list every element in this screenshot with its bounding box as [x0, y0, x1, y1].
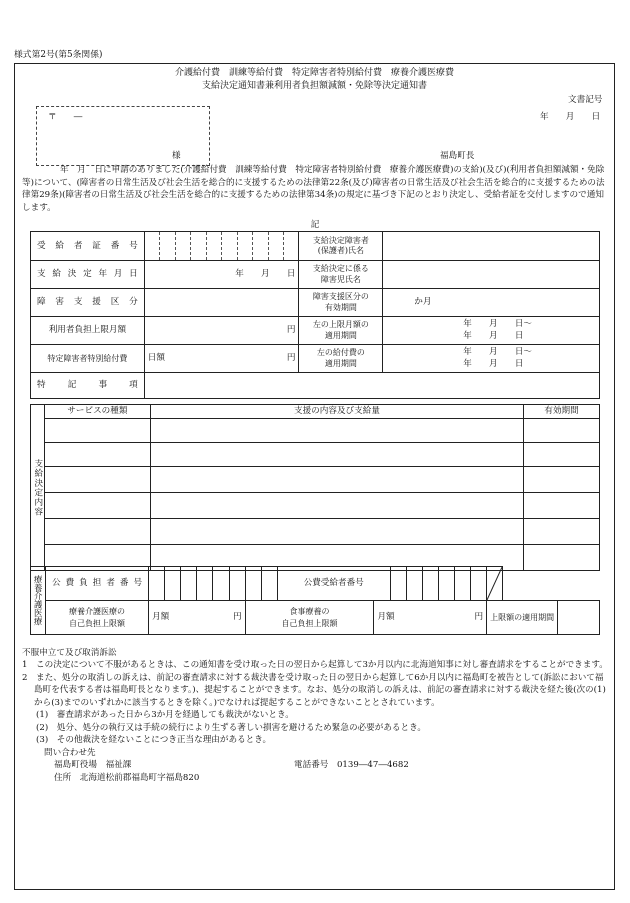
recipient-public-no-label: 公費受給者番号 [277, 567, 390, 601]
recipient-no-cells [144, 232, 299, 261]
limit-period-value [383, 317, 600, 345]
limit-period-label-2: 上限額の適用期間 [487, 601, 600, 635]
benefit-period-from: 年 月 日～ [463, 347, 533, 358]
contact-office: 福島町役場 福祉課 [54, 760, 132, 771]
date-label: 年 月 日 [540, 112, 601, 122]
meal-limit-label: 食事療養の 自己負担上限額 [245, 601, 374, 635]
body-text: 年 月 日に申請のありました(介護給付費 訓練等給付費 特定障害者特別給付費 療養介護医療費)の支給)(及び)(利用者負担額減額・免除等)について、(障害者の日常生活及び社会生活を総合的に支援するための法律第22条(及び)障害者の日常生活及び社会生活を総合的に支援するための法律第29条)(障害者の日常生活及び社会生活を総合的に支援するための法律第34条)の規定に基づき下記のとおり決定し、受給者証を交付しますので通知します。 [22, 165, 605, 214]
recipient-no-label: 受 給 者 証 番 号 [31, 232, 145, 261]
limit-period-label: 左の上限月額の 適用期間 [299, 317, 383, 345]
col-service-type: サービスの種類 [44, 405, 150, 419]
benefit-period-value [383, 345, 600, 373]
upper-limit-label: 利用者負担上限月額 [31, 317, 145, 345]
benefit-period-label: 左の給付費の 適用期間 [299, 345, 383, 373]
remarks-value [144, 373, 599, 399]
special-benefit-value: 日額 円 [144, 345, 299, 373]
contact-phone: 電話番号 0139―47―4682 [294, 760, 409, 771]
appeal-heading: 不服申立て及び取消訴訟 [22, 648, 117, 658]
holder-name-label: 支給決定障害者 (保護者)氏名 [299, 232, 383, 261]
diagonal-cell [487, 567, 503, 601]
benefit-period-to: 年 月 日 [463, 358, 524, 369]
validity-label: 障害支援区分の 有効期間 [299, 289, 383, 317]
validity-value: か月 [383, 289, 600, 317]
upper-limit-value: 円 [144, 317, 299, 345]
contact-label: 問い合わせ先 [44, 747, 96, 758]
payer-no-label: 公費負担者番号 [46, 567, 149, 601]
medical-table [30, 566, 600, 635]
appeal-p2: 2 また、処分の取消しの訴えは、前記の審査請求に対する裁決書を受け取った日の翌日から起算して6か月以内に福島町を被告として(訴訟において福島町を代表する者は福島町長となります。)、提起することができます。なお、処分の取消しの訴えは、前記の審査請求に対する裁決を経た後(次の(1)から(3)までのいずれかに該当するときを除く。)でなければ提起することができないこととされています。 [22, 672, 606, 708]
appeal-item-3: (3) その他裁決を経ないことにつき正当な理由があるとき。 [36, 735, 272, 746]
support-class-label: 障害支援区分 [31, 289, 145, 317]
appeal-item-1: (1) 審査請求があった日から3か月を経過しても裁決がないとき。 [36, 710, 294, 721]
appeal-section [22, 647, 610, 784]
appeal-p1: 1 この決定について不服があるときは、この通知書を受け取った日の翌日から起算して3か月以内に北海道知事に対し審査請求をすることができます。 [22, 660, 608, 671]
service-table [30, 404, 600, 571]
decision-table [30, 231, 600, 399]
decision-date-value: 年 月 日 [144, 261, 299, 289]
appeal-item-2: (2) 処分、処分の執行又は手続の続行により生ずる著しい損害を避けるため緊急の必要があるとき。 [36, 722, 426, 733]
special-benefit-label: 特定障害者特別給付費 [31, 345, 145, 373]
service-side-label: 支給決定内容 [31, 405, 45, 571]
limit-period-from: 年 月 日～ [463, 319, 533, 330]
decision-date-label: 支給決定年月日 [31, 261, 145, 289]
title-line2: 支給決定通知書兼利用者負担額減額・免除等決定通知書 [201, 81, 427, 91]
service-row [31, 443, 600, 467]
doc-number-label: 文書記号 [568, 95, 603, 105]
self-limit-value: 月額 円 [149, 601, 246, 635]
child-name-value [383, 261, 600, 289]
ki-label: 記 [310, 220, 320, 230]
sender: 福島町長 [440, 151, 475, 161]
contact-address: 住所 北海道松前郡福島町字福島820 [54, 772, 200, 783]
col-validity: 有効期間 [524, 405, 600, 419]
form-id: 様式第2号(第5条関係) [14, 50, 103, 60]
self-limit-label: 療養介護医療の 自己負担上限額 [46, 601, 149, 635]
col-content: 支援の内容及び支給量 [150, 405, 523, 419]
limit-period-to: 年 月 日 [463, 330, 524, 341]
meal-limit-value: 月額 円 [374, 601, 487, 635]
medical-side-label: 療養介護医療 [31, 567, 46, 635]
remarks-label: 特 記 事 項 [31, 373, 145, 399]
service-row [31, 467, 600, 493]
holder-name-value [383, 232, 600, 261]
service-row [31, 493, 600, 519]
postal-mark: 〒 ― [48, 112, 83, 122]
title-line1: 介護給付費 訓練等給付費 特定障害者特別給付費 療養介護医療費 [174, 68, 454, 78]
service-row [31, 419, 600, 443]
addressee-suffix: 様 [172, 151, 181, 161]
support-class-value [144, 289, 299, 317]
service-row [31, 519, 600, 545]
child-name-label: 支給決定に係る 障害児氏名 [299, 261, 383, 289]
